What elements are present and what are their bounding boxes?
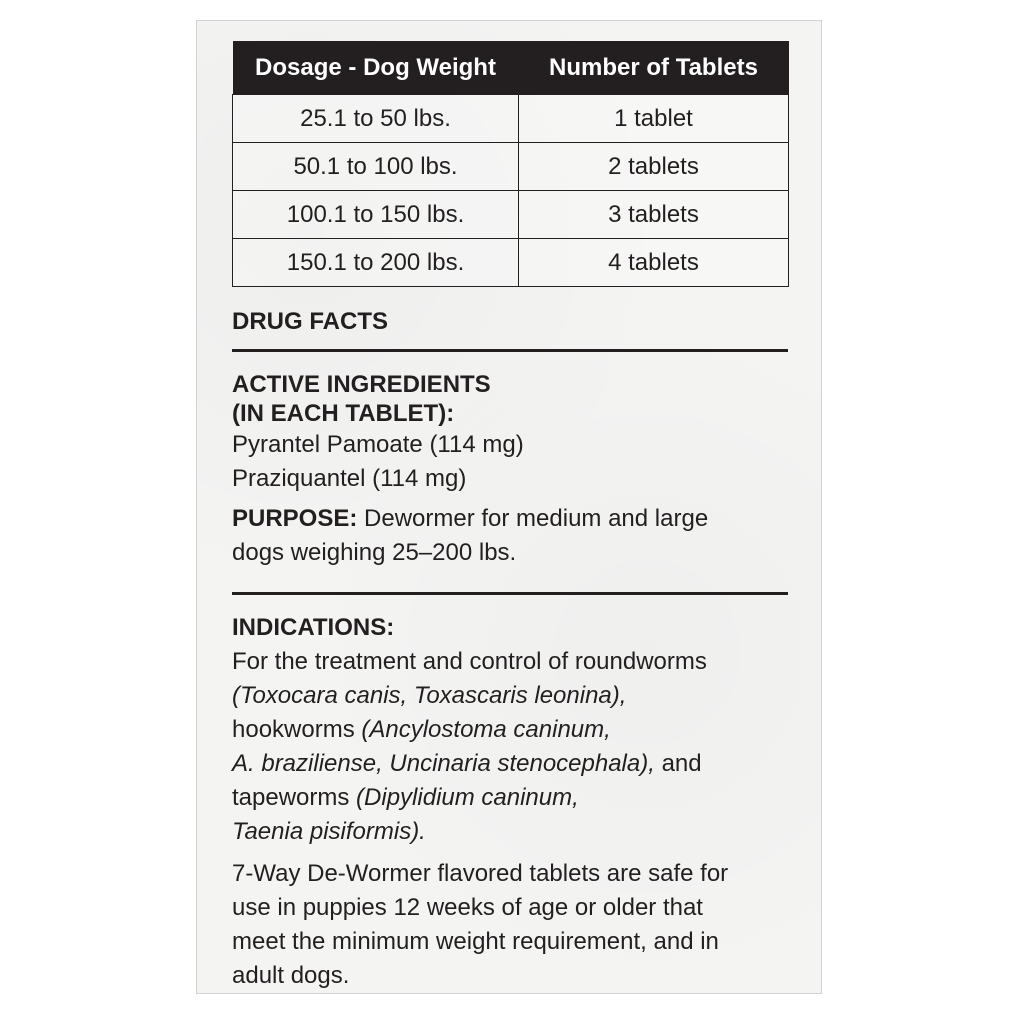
indications-line: Taenia pisiformis). <box>232 818 426 845</box>
divider <box>232 349 788 352</box>
header-number-of-tablets: Number of Tablets <box>519 41 789 95</box>
indications-text-span: and <box>654 750 702 777</box>
tablets-cell: 2 tablets <box>519 143 789 191</box>
tablets-cell: 3 tablets <box>519 191 789 239</box>
active-ingredients-heading-line-2: (IN EACH TABLET): <box>232 400 455 427</box>
table-row <box>233 143 789 191</box>
indications-line: (Toxocara canis, Toxascaris leonina), <box>232 682 627 709</box>
indications-text-span: hookworms <box>232 716 362 743</box>
safety-line: meet the minimum weight requirement, and in <box>232 928 719 955</box>
purpose-label: PURPOSE: <box>232 505 358 532</box>
drug-facts-title: DRUG FACTS <box>232 308 388 335</box>
label-panel <box>196 20 822 994</box>
weight-cell: 150.1 to 200 lbs. <box>233 239 519 287</box>
purpose-block <box>232 502 788 570</box>
safety-line: 7-Way De-Wormer flavored tablets are safe for <box>232 860 729 887</box>
ingredient-item: Praziquantel (114 mg) <box>232 465 467 492</box>
ingredient-item: Pyrantel Pamoate (114 mg) <box>232 431 524 458</box>
table-row <box>233 95 789 143</box>
indications-italic-span: (Ancylostoma caninum, <box>361 716 611 743</box>
weight-cell: 100.1 to 150 lbs. <box>233 191 519 239</box>
purpose-text-line-2: dogs weighing 25–200 lbs. <box>232 539 517 566</box>
safety-paragraph <box>232 857 788 993</box>
safety-line: use in puppies 12 weeks of age or older that <box>232 894 703 921</box>
indications-text <box>232 645 788 849</box>
active-ingredients-heading-line-1: ACTIVE INGREDIENTS <box>232 371 491 398</box>
label-content <box>232 41 788 993</box>
dosage-table <box>232 41 789 287</box>
active-ingredients-heading <box>232 370 788 428</box>
tablets-cell: 1 tablet <box>519 95 789 143</box>
weight-cell: 50.1 to 100 lbs. <box>233 143 519 191</box>
table-row <box>233 239 789 287</box>
header-dog-weight: Dosage - Dog Weight <box>233 41 519 95</box>
weight-cell: 25.1 to 50 lbs. <box>233 95 519 143</box>
divider <box>232 592 788 595</box>
indications-italic-span: A. braziliense, Uncinaria stenocephala), <box>232 750 655 777</box>
dosage-table-header-row <box>233 41 789 95</box>
table-row <box>233 191 789 239</box>
indications-text-span: tapeworms <box>232 784 357 811</box>
indications-line: For the treatment and control of roundworms <box>232 648 707 675</box>
indications-line <box>232 747 788 781</box>
indications-line <box>232 781 788 815</box>
indications-title: INDICATIONS: <box>232 614 395 641</box>
tablets-cell: 4 tablets <box>519 239 789 287</box>
indications-line <box>232 713 788 747</box>
purpose-text-line-1: Dewormer for medium and large <box>364 505 709 532</box>
indications-italic-span: (Dipylidium caninum, <box>356 784 579 811</box>
safety-line: adult dogs. <box>232 962 350 989</box>
